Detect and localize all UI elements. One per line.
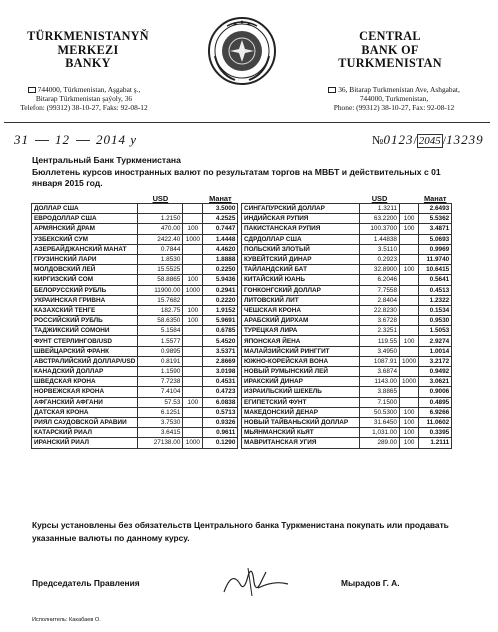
currency-name: ИЗРАИЛЬСКИЙ ШЕКЕЛЬ <box>242 387 360 397</box>
address-line: Phone: (99312) 38-10-27, Fax: 92-08-12 <box>333 103 455 113</box>
unit-multiplier <box>183 265 203 275</box>
currency-name: ТУРЕЦКАЯ ЛИРА <box>242 326 360 336</box>
number-handwritten: 0123 <box>383 132 414 147</box>
unit-multiplier <box>183 254 203 264</box>
usd-rate: 0.7844 <box>138 244 183 254</box>
usd-rate: 31.6450 <box>360 417 400 427</box>
table-row <box>242 204 452 214</box>
manat-rate: 6.9266 <box>419 407 452 417</box>
usd-rate: 1.2150 <box>138 214 183 224</box>
manat-rate: 5.5362 <box>419 214 452 224</box>
manat-rate: 1.5053 <box>419 326 452 336</box>
address-line: 744000, Turkmenistan, <box>359 94 429 104</box>
table-row <box>242 234 452 244</box>
currency-name: АРМЯНСКИЙ ДРАМ <box>32 224 138 234</box>
currency-name: ЕВРОДОЛЛАР США <box>32 214 138 224</box>
usd-rate: 3.7530 <box>138 417 183 427</box>
unit-multiplier: 1000 <box>183 285 203 295</box>
unit-multiplier <box>183 295 203 305</box>
currency-name: АЗЕРБАЙДЖАНСКИЙ МАНАТ <box>32 244 138 254</box>
currency-name: ЯПОНСКАЯ ЙЕНА <box>242 336 360 346</box>
table-row <box>32 326 238 336</box>
date-year: 2014 y <box>96 132 138 147</box>
unit-multiplier <box>183 204 203 214</box>
table-row <box>32 305 238 315</box>
manat-rate: 2.6493 <box>419 204 452 214</box>
unit-multiplier <box>400 397 419 407</box>
currency-name: ТАДЖИКСКИЙ СОМОНИ <box>32 326 138 336</box>
unit-multiplier: 100 <box>400 407 419 417</box>
manat-rate: 0.1290 <box>203 438 238 448</box>
table-row <box>32 275 238 285</box>
usd-rate: 5.1584 <box>138 326 183 336</box>
document-number: №0123/ 2045 /13239 <box>372 132 484 147</box>
bank-name: Центральный Банк Туркменистана <box>32 155 181 165</box>
table-row <box>242 305 452 315</box>
usd-rate: 58.6350 <box>138 316 183 326</box>
usd-rate: 6.2046 <box>360 275 400 285</box>
manat-rate: 0.4895 <box>419 397 452 407</box>
rates-table-left <box>31 194 238 449</box>
unit-multiplier: 1000 <box>400 356 419 366</box>
manat-rate: 0.6785 <box>203 326 238 336</box>
manat-rate: 0.7447 <box>203 224 238 234</box>
currency-name: КИТАЙСКИЙ ЮАНЬ <box>242 275 360 285</box>
usd-rate: 1,031.00 <box>360 428 400 438</box>
column-header-usd: USD <box>152 194 169 203</box>
usd-rate: 2.8404 <box>360 295 400 305</box>
address-line: 36, Bitarap Turkmenistan Ave, Ashgabat, <box>338 85 460 94</box>
currency-name: КАНАДСКИЙ ДОЛЛАР <box>32 367 138 377</box>
table-row <box>32 244 238 254</box>
unit-multiplier <box>183 387 203 397</box>
manat-rate: 3.5371 <box>203 346 238 356</box>
currency-name: МАКЕДОНСКИЙ ДЕНАР <box>242 407 360 417</box>
table-row <box>32 316 238 326</box>
manat-rate: 3.2172 <box>419 356 452 366</box>
disclaimer-note: Курсы установлены без обязательств Центрального банка Туркменистана покупать или продавать указанные валюты по данному курсу. <box>32 520 449 543</box>
manat-rate: 0.9006 <box>419 387 452 397</box>
table-row <box>32 214 238 224</box>
unit-multiplier: 100 <box>183 275 203 285</box>
usd-rate: 3.6415 <box>138 428 183 438</box>
currency-name: КАЗАХСКИЙ ТЕНГЕ <box>32 305 138 315</box>
executor-note: Исполнитель: Какабаев О. <box>32 617 101 623</box>
unit-multiplier <box>183 244 203 254</box>
table-row <box>32 254 238 264</box>
manat-rate: 5.4520 <box>203 336 238 346</box>
table-row <box>32 417 238 427</box>
unit-multiplier: 100 <box>183 224 203 234</box>
currency-name: СДРДОЛЛАР США <box>242 234 360 244</box>
currency-name: ИРАНСКИЙ РИАЛ <box>32 438 138 448</box>
header-left-org <box>6 30 170 71</box>
manat-rate: 0.2250 <box>203 265 238 275</box>
manat-rate: 4.2525 <box>203 214 238 224</box>
org-line: TURKMENISTAN <box>338 56 442 70</box>
date-day: 31 <box>14 132 29 147</box>
manat-rate: 1.9152 <box>203 305 238 315</box>
currency-name: ДОЛЛАР США <box>32 204 138 214</box>
unit-multiplier <box>183 428 203 438</box>
currency-name: ТАЙЛАНДСКИЙ БАТ <box>242 265 360 275</box>
manat-rate: 10.6415 <box>419 265 452 275</box>
table-row <box>242 428 452 438</box>
manat-rate: 11.0602 <box>419 417 452 427</box>
usd-rate: 182.75 <box>138 305 183 315</box>
number-suffix: 13239 <box>446 132 484 147</box>
usd-rate: 0.8191 <box>138 356 183 366</box>
header-right-org <box>300 30 480 71</box>
unit-multiplier <box>183 336 203 346</box>
usd-rate: 22.8230 <box>360 305 400 315</box>
unit-multiplier <box>183 214 203 224</box>
manat-rate: 6.0838 <box>203 397 238 407</box>
manat-rate: 3.0198 <box>203 367 238 377</box>
manat-rate: 0.4531 <box>203 377 238 387</box>
table-row <box>242 265 452 275</box>
usd-rate: 50.5300 <box>360 407 400 417</box>
unit-multiplier <box>183 407 203 417</box>
org-line: BANKY <box>65 56 111 70</box>
usd-rate: 1.1590 <box>138 367 183 377</box>
usd-rate: 32.8900 <box>360 265 400 275</box>
usd-rate: 15.5525 <box>138 265 183 275</box>
usd-rate: 1087.91 <box>360 356 400 366</box>
unit-multiplier: 100 <box>400 438 419 448</box>
table-row <box>242 417 452 427</box>
bulletin-title: Бюллетень курсов иностранных валют по результатам торгов на МВБТ и действительных с 01 января 2015 год. <box>32 167 441 188</box>
unit-multiplier: 1000 <box>400 377 419 387</box>
manat-rate: 0.5713 <box>203 407 238 417</box>
table-row <box>32 204 238 214</box>
currency-name: БЕЛОРУССКИЙ РУБЛЬ <box>32 285 138 295</box>
manat-rate: 0.9492 <box>419 367 452 377</box>
unit-multiplier: 100 <box>183 305 203 315</box>
currency-name: УЗБЕКСКИЙ СУМ <box>32 234 138 244</box>
usd-rate: 15.7682 <box>138 295 183 305</box>
document-date <box>14 132 137 148</box>
usd-rate: 1.44838 <box>360 234 400 244</box>
table-row <box>242 295 452 305</box>
unit-multiplier <box>183 326 203 336</box>
manat-rate: 11.9740 <box>419 254 452 264</box>
unit-multiplier <box>400 204 419 214</box>
unit-multiplier <box>400 295 419 305</box>
table-row <box>242 316 452 326</box>
table-row <box>32 367 238 377</box>
unit-multiplier <box>400 305 419 315</box>
table-row <box>32 346 238 356</box>
column-header-usd: USD <box>371 194 388 203</box>
table-row <box>32 224 238 234</box>
table-row <box>242 244 452 254</box>
currency-name: НОВЫЙ РУМЫНСКИЙ ЛЕЙ <box>242 367 360 377</box>
currency-name: ГОНКОНГСКИЙ ДОЛЛАР <box>242 285 360 295</box>
table-row <box>32 295 238 305</box>
manat-rate: 1.2322 <box>419 295 452 305</box>
unit-multiplier: 100 <box>400 214 419 224</box>
unit-multiplier <box>400 234 419 244</box>
manat-rate: 0.3395 <box>419 428 452 438</box>
table-row <box>242 275 452 285</box>
usd-rate: 11900.00 <box>138 285 183 295</box>
table-row <box>32 336 238 346</box>
currency-name: АВСТРАЛИЙСКИЙ ДОЛЛАР/USD <box>32 356 138 366</box>
table-row <box>242 254 452 264</box>
org-line: BANK OF <box>361 42 419 57</box>
unit-multiplier <box>183 417 203 427</box>
manat-rate: 2.9274 <box>419 336 452 346</box>
usd-rate: 7.4104 <box>138 387 183 397</box>
usd-rate: 3.6874 <box>360 367 400 377</box>
unit-multiplier <box>183 346 203 356</box>
org-line: CENTRAL <box>359 29 421 43</box>
usd-rate: 119.55 <box>360 336 400 346</box>
table-row <box>242 438 452 448</box>
usd-rate: 1143.00 <box>360 377 400 387</box>
header-divider <box>4 122 490 123</box>
usd-rate: 470.00 <box>138 224 183 234</box>
currency-name: ЛИТОВСКИЙ ЛИТ <box>242 295 360 305</box>
usd-rate: 7.1500 <box>360 397 400 407</box>
unit-multiplier <box>400 254 419 264</box>
currency-name: РИЯЛ САУДОВСКОЙ АРАВИИ <box>32 417 138 427</box>
unit-multiplier: 100 <box>400 428 419 438</box>
currency-name: МЬЯНМАНСКИЙ КЬЯТ <box>242 428 360 438</box>
currency-name: ДАТСКАЯ КРОНА <box>32 407 138 417</box>
usd-rate: 57.53 <box>138 397 183 407</box>
number-prefix: № <box>372 133 384 147</box>
table-row <box>32 234 238 244</box>
currency-name: КАТАРСКИЙ РИАЛ <box>32 428 138 438</box>
table-row <box>242 377 452 387</box>
header-left-address <box>4 85 164 113</box>
unit-multiplier <box>183 377 203 387</box>
table-row <box>32 265 238 275</box>
currency-name: РОССИЙСКИЙ РУБЛЬ <box>32 316 138 326</box>
currency-name: МОЛДОВСКИЙ ЛЕЙ <box>32 265 138 275</box>
table-row <box>242 407 452 417</box>
usd-rate <box>138 204 183 214</box>
usd-rate: 3.4950 <box>360 346 400 356</box>
currency-name: ЧЕШСКАЯ КРОНА <box>242 305 360 315</box>
table-row <box>242 336 452 346</box>
table-row <box>32 387 238 397</box>
unit-multiplier <box>400 285 419 295</box>
currency-name: МАЛАЙЗИЙСКИЙ РИНГГИТ <box>242 346 360 356</box>
unit-multiplier <box>183 356 203 366</box>
table-row <box>242 346 452 356</box>
column-header-manat: Манат <box>209 194 232 203</box>
currency-name: ИРАКСКИЙ ДИНАР <box>242 377 360 387</box>
unit-multiplier: 1000 <box>183 234 203 244</box>
usd-rate: 289.00 <box>360 438 400 448</box>
date-separator <box>35 140 49 141</box>
currency-name: ИНДИЙСКАЯ РУПИЯ <box>242 214 360 224</box>
table-row <box>242 356 452 366</box>
currency-name: ПАКИСТАНСКАЯ РУПИЯ <box>242 224 360 234</box>
manat-rate: 0.1534 <box>419 305 452 315</box>
unit-multiplier <box>400 316 419 326</box>
address-line: Telefon: (99312) 38-10-27, Faks: 92-08-12 <box>20 103 148 113</box>
unit-multiplier: 100 <box>400 417 419 427</box>
number-box: 2045 <box>418 135 441 147</box>
usd-rate: 2422.40 <box>138 234 183 244</box>
manat-rate: 2.8669 <box>203 356 238 366</box>
manat-rate: 3.4871 <box>419 224 452 234</box>
table-row <box>242 367 452 377</box>
org-line: TÜRKMENISTANYŇ <box>27 29 149 43</box>
unit-multiplier: 100 <box>183 397 203 407</box>
currency-name: СИНГАПУРСКИЙ ДОЛЛАР <box>242 204 360 214</box>
signatory-title: Председатель Правления <box>32 578 140 588</box>
table-row <box>242 397 452 407</box>
currency-name: КУВЕЙТСКИЙ ДИНАР <box>242 254 360 264</box>
usd-rate: 2.3251 <box>360 326 400 336</box>
currency-name: НОРВЕЖСКАЯ КРОНА <box>32 387 138 397</box>
header-right-address <box>304 85 484 113</box>
manat-rate: 0.2941 <box>203 285 238 295</box>
usd-rate: 0.2923 <box>360 254 400 264</box>
usd-rate: 1.8530 <box>138 254 183 264</box>
table-row <box>242 285 452 295</box>
manat-rate: 0.4723 <box>203 387 238 397</box>
state-emblem-icon <box>207 16 277 86</box>
table-row <box>242 387 452 397</box>
manat-rate: 5.9436 <box>203 275 238 285</box>
table-row <box>32 397 238 407</box>
org-line: MERKEZI <box>57 42 119 57</box>
manat-rate: 0.4513 <box>419 285 452 295</box>
address-line: Bitarap Türkmenistan şaýoly, 36 <box>35 94 133 104</box>
unit-multiplier: 100 <box>400 224 419 234</box>
usd-rate: 0.9895 <box>138 346 183 356</box>
usd-rate: 63.2200 <box>360 214 400 224</box>
unit-multiplier <box>400 346 419 356</box>
unit-multiplier: 100 <box>400 336 419 346</box>
currency-name: УКРАИНСКАЯ ГРИВНА <box>32 295 138 305</box>
manat-rate: 5.0693 <box>419 234 452 244</box>
manat-rate: 4.4620 <box>203 244 238 254</box>
manat-rate: 0.9969 <box>419 244 452 254</box>
currency-name: ГРУЗИНСКИЙ ЛАРИ <box>32 254 138 264</box>
usd-rate: 1.5577 <box>138 336 183 346</box>
currency-name: АФГАНСКИЙ АФГАНИ <box>32 397 138 407</box>
manat-rate: 1.0014 <box>419 346 452 356</box>
unit-multiplier <box>183 367 203 377</box>
unit-multiplier <box>400 326 419 336</box>
unit-multiplier <box>400 367 419 377</box>
envelope-icon <box>328 87 336 93</box>
currency-name: ФУНТ СТЕРЛИНГОВ/USD <box>32 336 138 346</box>
signatory-name: Мырадов Г. А. <box>341 578 400 588</box>
manat-rate: 0.9326 <box>203 417 238 427</box>
unit-multiplier: 100 <box>183 316 203 326</box>
handwritten-signature <box>218 562 298 598</box>
manat-rate: 3.5000 <box>203 204 238 214</box>
currency-name: ПОЛЬСКИЙ ЗЛОТЫЙ <box>242 244 360 254</box>
manat-rate: 0.9530 <box>419 316 452 326</box>
usd-rate: 6.1251 <box>138 407 183 417</box>
table-row <box>242 214 452 224</box>
table-row <box>242 326 452 336</box>
currency-name: ШВЕДСКАЯ КРОНА <box>32 377 138 387</box>
table-row <box>32 407 238 417</box>
table-row <box>32 377 238 387</box>
manat-rate: 1.2111 <box>419 438 452 448</box>
table-row <box>32 428 238 438</box>
column-header-manat: Манат <box>423 194 447 203</box>
usd-rate: 58.8865 <box>138 275 183 285</box>
manat-rate: 0.9611 <box>203 428 238 438</box>
usd-rate: 3.5110 <box>360 244 400 254</box>
unit-multiplier <box>400 244 419 254</box>
usd-rate: 7.7238 <box>138 377 183 387</box>
usd-rate: 1.3211 <box>360 204 400 214</box>
table-row <box>242 224 452 234</box>
unit-multiplier <box>400 275 419 285</box>
currency-name: ЮЖНО-КОРЕЙСКАЯ ВОНА <box>242 356 360 366</box>
currency-name: НОВЫЙ ТАЙВАНЬСКИЙ ДОЛЛАР <box>242 417 360 427</box>
usd-rate: 3.6728 <box>360 316 400 326</box>
date-month: 12 <box>55 132 70 147</box>
manat-rate: 1.8888 <box>203 254 238 264</box>
table-row <box>32 438 238 448</box>
currency-name: ЕГИПЕТСКИЙ ФУНТ <box>242 397 360 407</box>
usd-rate: 7.7558 <box>360 285 400 295</box>
manat-rate: 3.0621 <box>419 377 452 387</box>
manat-rate: 0.2220 <box>203 295 238 305</box>
currency-name: МАВРИТАНСКАЯ УГИЯ <box>242 438 360 448</box>
unit-multiplier <box>400 387 419 397</box>
usd-rate: 27138.00 <box>138 438 183 448</box>
table-row <box>32 285 238 295</box>
manat-rate: 0.5641 <box>419 275 452 285</box>
unit-multiplier: 1000 <box>183 438 203 448</box>
unit-multiplier: 100 <box>400 265 419 275</box>
address-line: 744000, Türkmenistan, Aşgabat ş., <box>37 85 141 94</box>
usd-rate: 100.3700 <box>360 224 400 234</box>
envelope-icon <box>28 87 36 93</box>
date-separator <box>76 140 90 141</box>
rates-table-right <box>241 194 452 449</box>
usd-rate: 3.8865 <box>360 387 400 397</box>
manat-rate: 1.4448 <box>203 234 238 244</box>
currency-name: КИРГИЗСКИЙ СОМ <box>32 275 138 285</box>
currency-name: АРАБСКИЙ ДИРХАМ <box>242 316 360 326</box>
currency-name: ШВЕЙЦАРСКИЙ ФРАНК <box>32 346 138 356</box>
manat-rate: 5.9691 <box>203 316 238 326</box>
table-row <box>32 356 238 366</box>
